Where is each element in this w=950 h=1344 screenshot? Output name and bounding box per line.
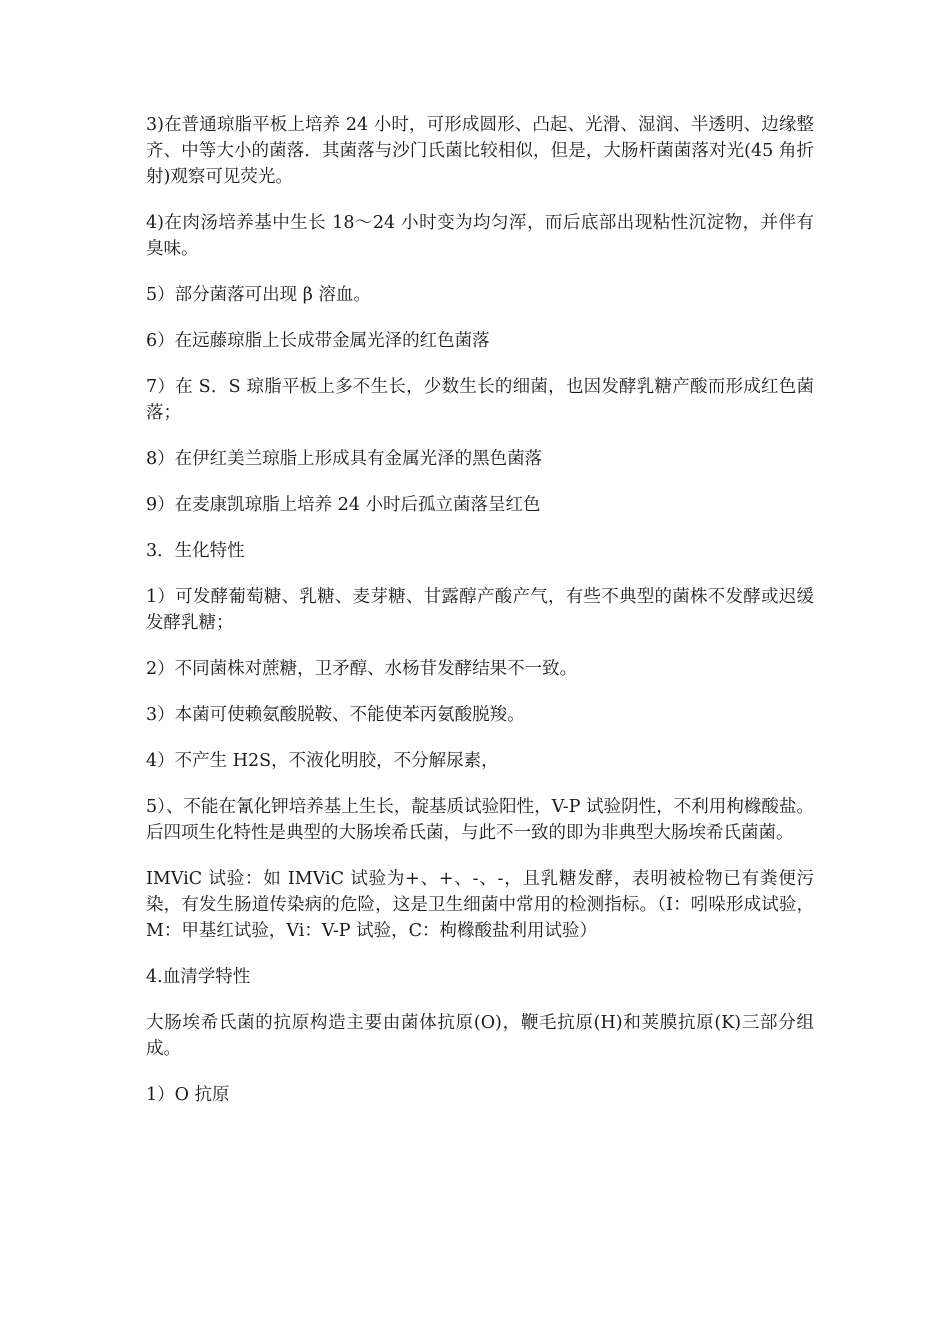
paragraph-11: 3）本菌可使赖氨酸脱鞍、不能使苯丙氨酸脱羧。 bbox=[146, 705, 525, 725]
paragraph-17: 1）O 抗原 bbox=[146, 1085, 230, 1105]
paragraph-1: 3)在普通琼脂平板上培养 24 小时，可形成圆形、凸起、光滑、湿润、半透明、边缘整齐、中等大小的菌落．其菌落与沙门氏菌比较相似，但是，大肠杆菌菌落对光(45 角折射)观察可见荧光。 bbox=[146, 115, 814, 187]
paragraph-7: 9）在麦康凯琼脂上培养 24 小时后孤立菌落呈红色 bbox=[146, 495, 541, 515]
section-heading-biochemical: 3．生化特性 bbox=[146, 541, 245, 561]
paragraph-2: 4)在肉汤培养基中生长 18～24 小时变为均匀浑，而后底部出现粘性沉淀物，并伴有臭味。 bbox=[146, 213, 814, 259]
paragraph-12: 4）不产生 H2S，不液化明胶，不分解尿素， bbox=[146, 751, 499, 771]
paragraph-10: 2）不同菌株对蔗糖，卫矛醇、水杨苷发酵结果不一致。 bbox=[146, 659, 578, 679]
paragraph-imvic: IMViC 试验：如 IMViC 试验为+、+、-、-，且乳糖发酵，表明被检物已有粪便污染，有发生肠道传染病的危险，这是卫生细菌中常用的检测指标。（I：吲哚形成试验，M：甲基红试验，Vi：V-P 试验，C：枸橼酸盐利用试验） bbox=[146, 869, 814, 941]
paragraph-3: 5）部分菌落可出现 β 溶血。 bbox=[146, 285, 371, 305]
paragraph-4: 6）在远藤琼脂上长成带金属光泽的红色菌落 bbox=[146, 331, 490, 351]
paragraph-16: 大肠埃希氏菌的抗原构造主要由菌体抗原(O)，鞭毛抗原(H)和荚膜抗原(K)三部分组成。 bbox=[146, 1013, 814, 1059]
document-body bbox=[146, 112, 814, 1128]
paragraph-13: 5）、不能在氰化钾培养基上生长，靛基质试验阳性，V-P 试验阴性，不利用枸橼酸盐。后四项生化特性是典型的大肠埃希氏菌，与此不一致的即为非典型大肠埃希氏菌菌。 bbox=[146, 797, 814, 843]
paragraph-9: 1）可发酵葡萄糖、乳糖、麦芽糖、甘露醇产酸产气，有些不典型的菌株不发酵或迟缓发酵乳糖； bbox=[146, 587, 814, 633]
paragraph-6: 8）在伊红美兰琼脂上形成具有金属光泽的黑色菌落 bbox=[146, 449, 543, 469]
paragraph-5: 7）在 S．S 琼脂平板上多不生长，少数生长的细菌，也因发酵乳糖产酸而形成红色菌落； bbox=[146, 377, 814, 423]
section-heading-serology: 4.血清学特性 bbox=[146, 967, 251, 987]
